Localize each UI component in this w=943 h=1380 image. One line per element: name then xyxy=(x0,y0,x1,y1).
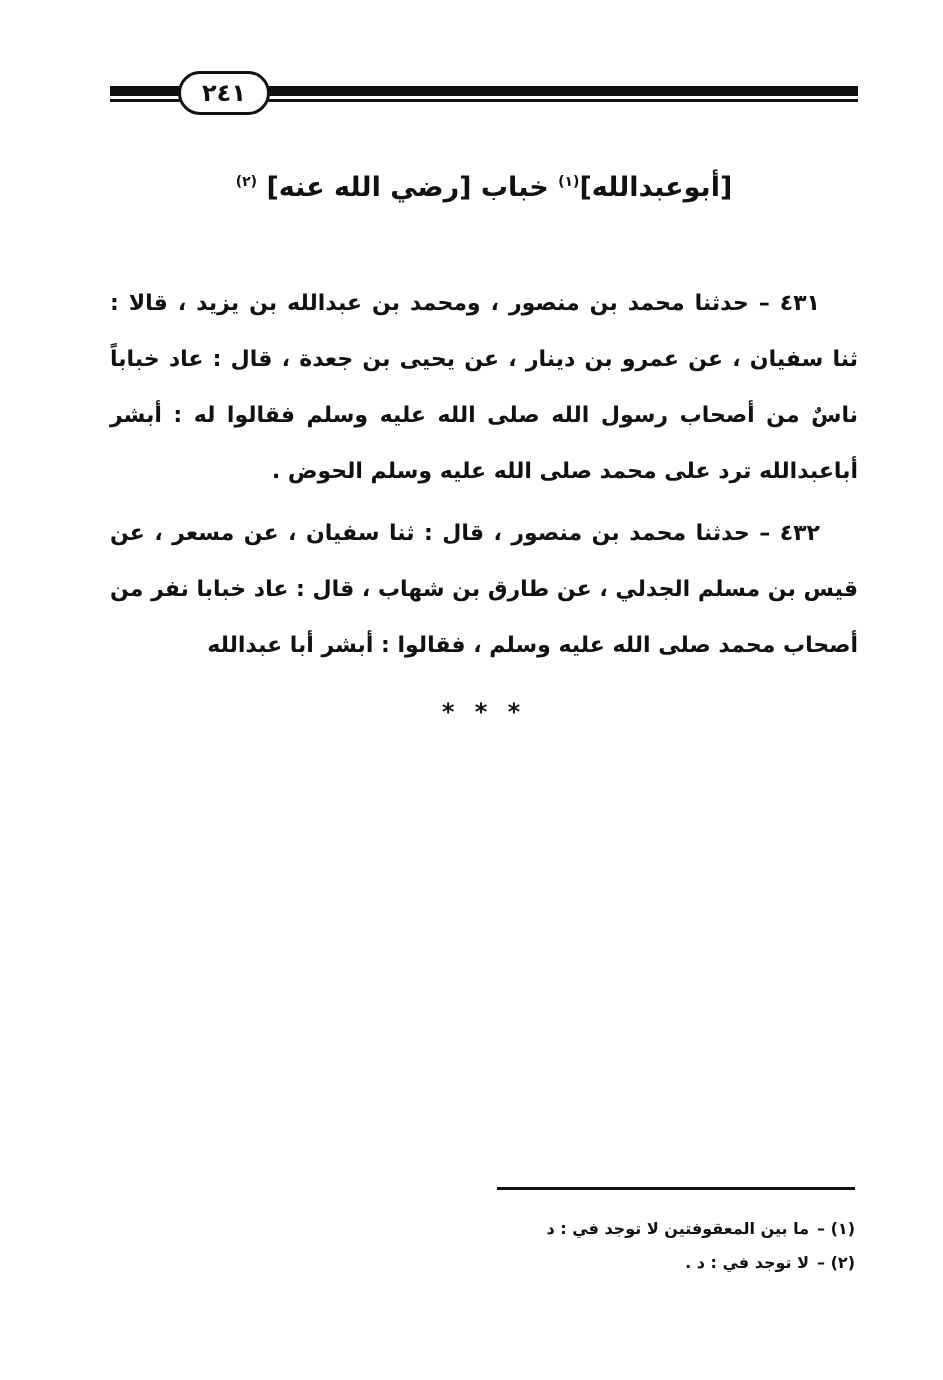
footnote-text: لا توجد في : د . xyxy=(685,1253,810,1272)
hadith-paragraph-431: ٤٣١ – حدثنا محمد بن منصور ، ومحمد بن عبدالله بن يزيد ، قالا : ثنا سفيان ، عن عمرو بن دينار ، عن يحيى بن جعدة ، قال : عاد خباباً ناسٌ من أصحاب رسول الله صلى الله عليه وسلم فقالوا له : أبشر أباعبدالله ترد على محمد صلى الله عليه وسلم الحوض . xyxy=(110,291,858,484)
title-part-1: [أبوعبدالله] xyxy=(579,172,733,203)
footnote-marker: (١) – xyxy=(817,1219,855,1238)
page-number xyxy=(178,71,270,115)
footnote-item xyxy=(110,1246,855,1280)
title-footnote-ref-1: (١) xyxy=(558,174,580,190)
section-title xyxy=(110,168,858,208)
footnote-marker: (٢) – xyxy=(817,1253,855,1272)
hadith-paragraph-432: ٤٣٢ – حدثنا محمد بن منصور ، قال : ثنا سفيان ، عن مسعر ، عن قيس بن مسلم الجدلي ، عن طارق بن شهاب ، قال : عاد خبابا نفر من أصحاب محمد صلى الله عليه وسلم ، فقالوا : أبشر أبا عبدالله xyxy=(110,521,858,658)
footnote-rule xyxy=(497,1187,855,1190)
footnote-text: ما بين المعقوفتين لا توجد في : د xyxy=(546,1219,810,1238)
title-part-2: خباب [رضي الله عنه] xyxy=(257,172,559,203)
footnote-item xyxy=(110,1212,855,1246)
title-footnote-ref-2: (٢) xyxy=(235,174,258,190)
body-text xyxy=(110,276,858,680)
page-number-text: ٢٤١ xyxy=(202,79,246,107)
section-separator: * * * xyxy=(441,698,527,726)
footnotes xyxy=(110,1212,855,1280)
